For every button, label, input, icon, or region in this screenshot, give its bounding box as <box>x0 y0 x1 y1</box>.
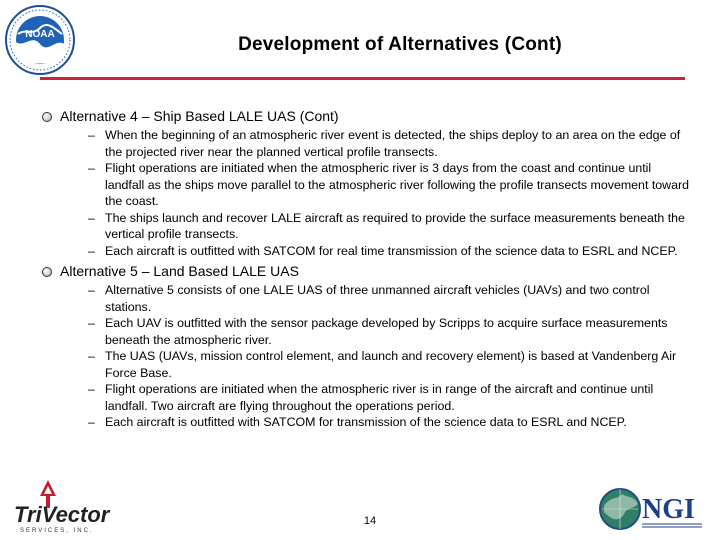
trivector-logo <box>12 478 122 534</box>
noaa-logo-text: NOAA <box>25 29 55 40</box>
ngi-logo <box>598 484 708 534</box>
list-item <box>60 315 690 348</box>
sub-list <box>60 127 690 259</box>
bullet-alternative-5 <box>40 263 690 431</box>
bullet-icon <box>42 267 52 277</box>
list-item-text: Each aircraft is outfitted with SATCOM for transmission of the science data to ESRL and NCEP. <box>105 415 627 429</box>
list-item-text: When the beginning of an atmospheric river event is detected, the ships deploy to an area on the edge of the projected river near the planned vertical profile transects. <box>105 128 681 159</box>
dash-icon: – <box>88 210 95 225</box>
list-item <box>60 127 690 160</box>
list-item-text: Flight operations are initiated when the atmospheric river is in range of the aircraft and continue until landfall. Two aircraft are flying throughout the operations period. <box>105 382 654 413</box>
slide-content <box>40 108 690 431</box>
list-item <box>60 243 690 260</box>
slide-title: Development of Alternatives (Cont) <box>238 34 562 55</box>
dash-icon: – <box>88 283 95 297</box>
dash-icon: – <box>88 349 95 363</box>
list-item <box>60 348 690 381</box>
list-item <box>60 210 690 243</box>
list-item-text: Flight operations are initiated when the atmospheric river is 3 days from the coast and continue until landfall as the ships move parallel to the atmospheric river following the profile transects movement toward the coast. <box>105 161 690 208</box>
bullet-icon <box>42 112 52 122</box>
list-item <box>60 381 690 414</box>
noaa-logo <box>4 4 76 76</box>
dash-icon: – <box>88 128 95 142</box>
dash-icon: – <box>88 415 95 429</box>
list-item <box>60 414 690 431</box>
title-divider <box>40 77 685 80</box>
dash-icon: – <box>88 316 95 330</box>
list-item-text: Each aircraft is outfitted with SATCOM for real time transmission of the science data to ESRL and NCEP. <box>105 243 678 258</box>
dash-icon: – <box>88 243 95 258</box>
dash-icon: – <box>88 161 95 175</box>
trivector-logo-subtext: SERVICES, INC. <box>20 528 94 534</box>
list-item-text: Alternative 5 consists of one LALE UAS of three unmanned aircraft vehicles (UAVs) and two control stations. <box>105 283 650 314</box>
list-item <box>60 282 690 315</box>
sub-list <box>60 282 690 431</box>
list-item-text: Each UAV is outfitted with the sensor package developed by Scripps to acquire surface measurements beneath the atmospheric river. <box>105 316 668 347</box>
bullet-label: Alternative 4 – Ship Based LALE UAS (Cont) <box>60 108 339 124</box>
bullet-alternative-4 <box>40 108 690 259</box>
trivector-logo-text: TriVector <box>14 502 110 527</box>
bullet-label: Alternative 5 – Land Based LALE UAS <box>60 263 299 279</box>
list-item-text: The UAS (UAVs, mission control element, and launch and recovery element) is based at Vandenberg Air Force Base. <box>105 349 677 380</box>
list-item-text: The ships launch and recover LALE aircraft as required to provide the surface measurements beneath the vertical profile transects. <box>105 210 685 241</box>
list-item <box>60 160 690 210</box>
dash-icon: – <box>88 382 95 396</box>
ngi-logo-text: NGI <box>642 494 695 525</box>
page-number: 14 <box>363 515 377 527</box>
